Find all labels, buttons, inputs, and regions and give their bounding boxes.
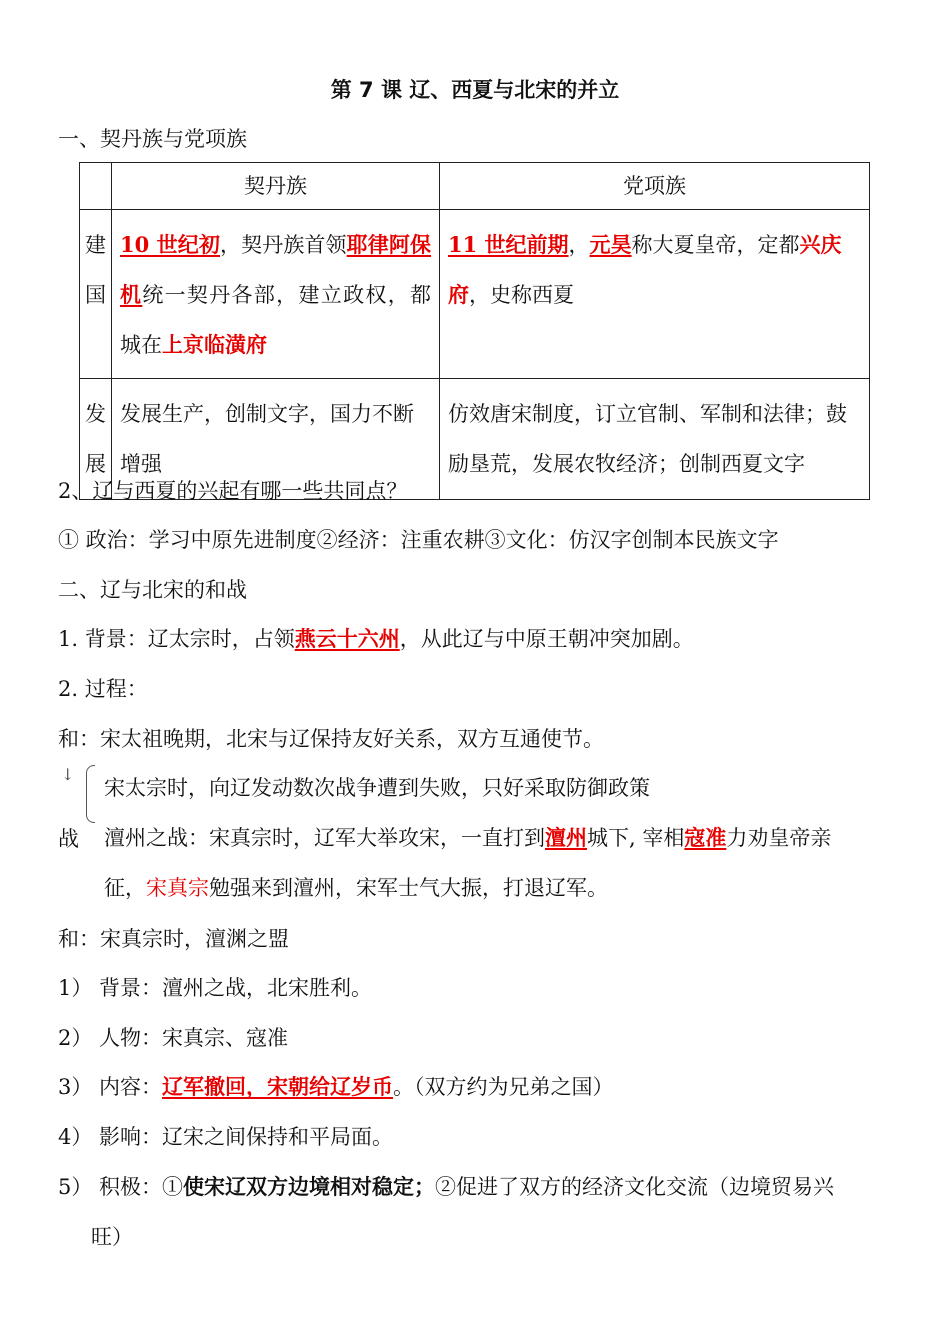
section-heading-1: 一、契丹族与党项族 <box>58 127 247 151</box>
list-item: 1） 背景：澶州之战，北宋胜利。 <box>58 976 373 1000</box>
war-label: 战 <box>58 827 79 851</box>
list-item: 4） 影响：辽宋之间保持和平局面。 <box>58 1125 394 1149</box>
war-line-3: 征，宋真宗勉强来到澶州，宋军士气大振，打退辽军。 <box>104 876 608 900</box>
row-label-development: 发 展 <box>80 379 112 500</box>
peace-line-1: 和：宋太祖晚期，北宋与辽保持友好关系，双方互通使节。 <box>58 727 604 751</box>
peace-line-2: 和：宋真宗时，澶渊之盟 <box>58 927 289 951</box>
cell-khitan-development: 发展生产，创制文字，国力不断增强 <box>112 379 440 500</box>
table-corner-cell <box>80 163 112 210</box>
page-title: 第 7 课 辽、西夏与北宋的并立 <box>330 78 620 102</box>
arrow-down-icon: ↓ <box>61 765 75 784</box>
header-khitan: 契丹族 <box>112 163 440 210</box>
row-label-founding: 建 国 <box>80 210 112 379</box>
header-tangut: 党项族 <box>440 163 870 210</box>
war-line-2: 澶州之战：宋真宗时，辽军大举攻宋，一直打到澶州城下, 宰相寇准力劝皇帝亲 <box>104 825 832 850</box>
process-heading: 2. 过程： <box>58 677 148 701</box>
list-item: 5） 积极：①使宋辽双方边境相对稳定；②促进了双方的经济文化交流（边境贸易兴 <box>58 1174 835 1199</box>
list-item-continuation: 旺） <box>91 1225 133 1249</box>
list-item: 3） 内容：辽军撤回，宋朝给辽岁币。（双方约为兄弟之国） <box>58 1074 614 1099</box>
brace-bracket <box>86 765 95 823</box>
table-header-row <box>80 163 870 210</box>
background-line: 1. 背景：辽太宗时，占领燕云十六州，从此辽与中原王朝冲突加剧。 <box>58 626 694 651</box>
cell-tangut-development: 仿效唐宋制度，订立官制、军制和法律；鼓励垦荒，发展农牧经济；创制西夏文字 <box>440 379 870 500</box>
table-row <box>80 210 870 379</box>
cell-tangut-founding: 11 世纪前期，元昊称大夏皇帝，定都兴庆府，史称西夏 <box>440 210 870 379</box>
war-line-1: 宋太宗时，向辽发动数次战争遭到失败，只好采取防御政策 <box>104 776 650 800</box>
question-2: 2、辽与西夏的兴起有哪一些共同点？ <box>58 479 408 503</box>
question-2-answer: ① 政治：学习中原先进制度②经济：注重农耕③文化：仿汉字创制本民族文字 <box>58 528 779 552</box>
cell-khitan-founding: 10 世纪初，契丹族首领耶律阿保机统一契丹各部，建立政权，都城在上京临潢府 <box>112 210 440 379</box>
section-heading-2: 二、辽与北宋的和战 <box>58 578 247 602</box>
list-item: 2） 人物：宋真宗、寇准 <box>58 1026 289 1050</box>
comparison-table <box>79 162 870 500</box>
